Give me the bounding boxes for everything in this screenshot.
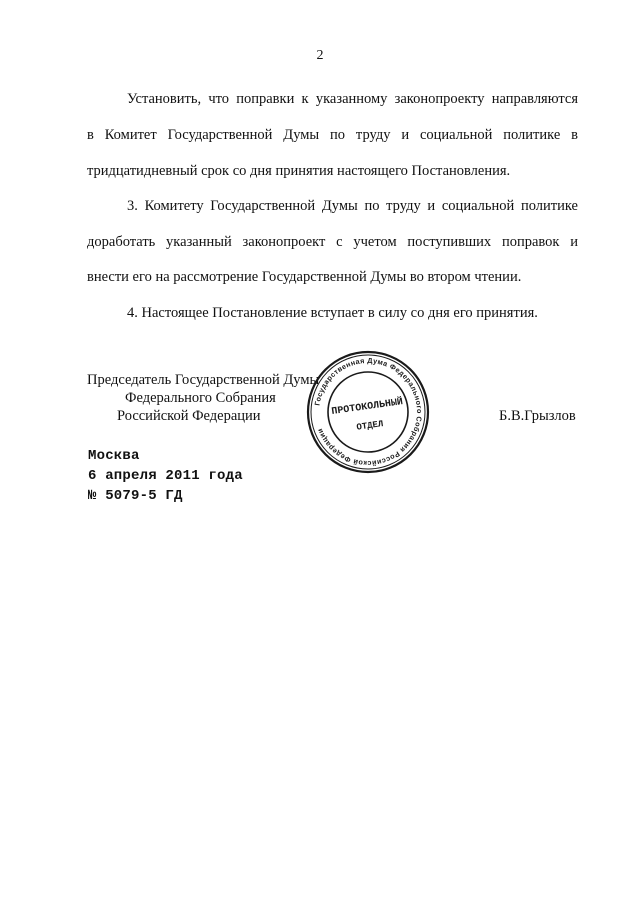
- signatory-title-line-3: Российской Федерации: [117, 408, 261, 424]
- paragraph-4-line-1: 4. Настоящее Постановление вступает в силу со дня его принятия.: [127, 305, 538, 321]
- paragraph-1-line-3: тридцатидневный срок со дня принятия настоящего Постановления.: [87, 163, 511, 179]
- paragraph-3-line-3: внести его на рассмотрение Государственной Думы во втором чтении.: [87, 269, 522, 285]
- paragraph-1-line-1: Установить, что поправки к указанному законопроекту направляются: [127, 91, 578, 107]
- imprint-date: 6 апреля 2011 года: [88, 468, 243, 484]
- page-number: 2: [316, 48, 324, 63]
- signatory-title-line-2: Федерального Собрания: [125, 390, 276, 406]
- imprint-city: Москва: [88, 448, 140, 464]
- stamp-center-line-2: ОТДЕЛ: [355, 419, 385, 433]
- paragraph-1-line-2: в Комитет Государственной Думы по труду и социальной политике в: [87, 127, 578, 143]
- paragraph-3-line-2: доработать указанный законопроект с учетом поступивших поправок и: [87, 234, 578, 250]
- official-stamp: [304, 348, 432, 476]
- stamp-center-line-1: ПРОТОКОЛЬНЫЙ: [330, 397, 404, 419]
- paragraph-3-line-1: 3. Комитету Государственной Думы по труду и социальной политике: [127, 198, 578, 214]
- imprint-number: № 5079-5 ГД: [88, 488, 183, 504]
- stamp-ring-text: Государственная Дума Федерального Собрания Российской Федерации: [312, 355, 425, 469]
- stamp-seal-graphic: [304, 348, 432, 476]
- signatory-name: Б.В.Грызлов: [499, 408, 576, 424]
- signatory-title-line-1: Председатель Государственной Думы: [87, 372, 320, 388]
